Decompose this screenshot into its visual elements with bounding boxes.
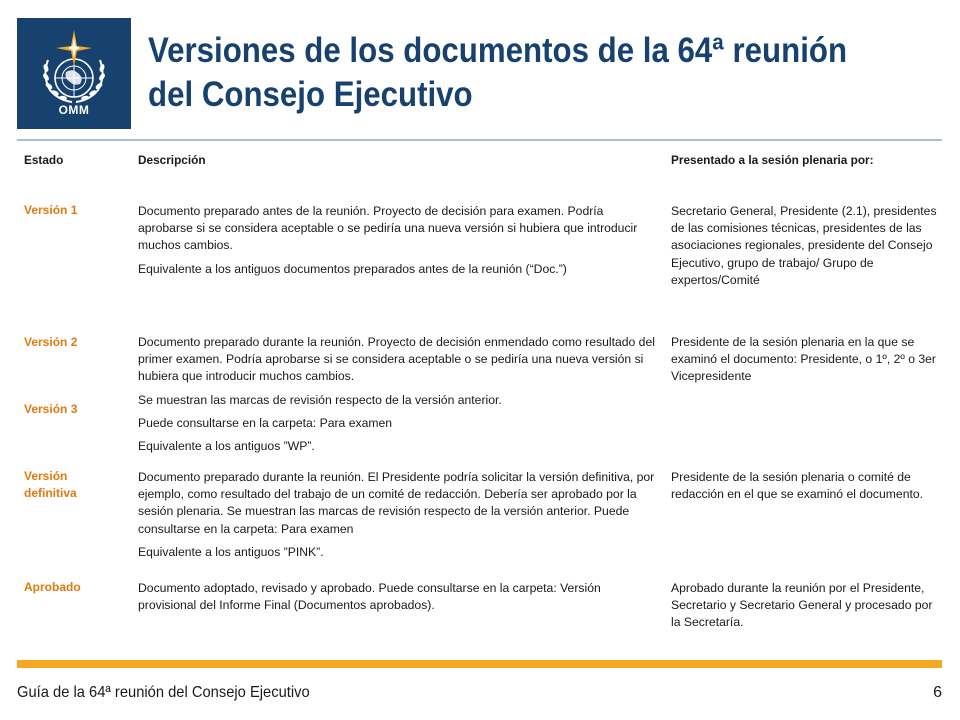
header-estado: Estado [24, 153, 64, 167]
page-number: 6 [933, 684, 942, 701]
logo-label: OMM [58, 103, 90, 117]
row-2-description [138, 334, 658, 461]
row-3-desc-para-2: Equivalente a los antiguos ”PINK”. [138, 544, 324, 559]
title-line-2: del Consejo Ejecutivo [148, 74, 473, 114]
wmo-emblem-icon [34, 28, 114, 106]
status-version-2: Versión 2 [24, 335, 78, 349]
page-title [148, 28, 852, 116]
row-1-desc-para-1: Documento preparado antes de la reunión. Proyecto de decisión para examen. Podría aprobarse si se considera aceptable o se pediría una nueva versión si hubiera que introducir muchos cambios. [138, 204, 638, 253]
header-presentado: Presentado a la sesión plenaria por: [671, 153, 874, 167]
row-4-description [138, 580, 658, 620]
row-1-presenter: Secretario General, Presidente (2.1), presidentes de las comisiones técnicas, presidentes de las asociaciones regionales, presidente del Consejo Ejecutivo, grupo de trabajo/ Grupo de expertos/Comité [671, 204, 937, 287]
row-4-desc-para-1: Documento adoptado, revisado y aprobado. Puede consultarse en la carpeta: Versión provisional del Informe Final (Documentos aprobados). [138, 581, 601, 613]
title-line-1: Versiones de los documentos de la 64ª reunión [148, 30, 848, 70]
row-4-presenter: Aprobado durante la reunión por el Presidente, Secretario y Secretario General y procesado por la Secretaría. [671, 581, 933, 630]
footer-bar [17, 660, 942, 668]
row-3-description [138, 469, 658, 567]
status-aprobado: Aprobado [24, 580, 81, 594]
status-version-1: Versión 1 [24, 203, 78, 217]
status-version-definitiva: Versión definitiva [24, 469, 77, 501]
row-3-presenter: Presidente de la sesión plenaria o comité de redacción en el que se examinó el documento. [671, 470, 924, 502]
footer-title: Guía de la 64ª reunión del Consejo Ejecutivo [17, 684, 310, 701]
row-2-desc-para-3: Puede consultarse en la carpeta: Para examen [138, 415, 393, 430]
row-1-desc-para-2: Equivalente a los antiguos documentos preparados antes de la reunión (“Doc.”) [138, 261, 567, 276]
status-version-3: Versión 3 [24, 402, 78, 416]
omm-logo [17, 18, 131, 129]
row-2-desc-para-1: Documento preparado durante la reunión. Proyecto de decisión enmendado como resultado del primer examen. Podría aprobarse si se considera aceptable o se pediría una nueva versión si hubiera que introducir muchos cambios. [138, 335, 655, 384]
row-2-desc-para-2: Se muestran las marcas de revisión respecto de la versión anterior. [138, 392, 502, 407]
row-1-description [138, 203, 658, 284]
row-2-desc-para-4: Equivalente a los antiguos ”WP”. [138, 439, 315, 454]
row-3-desc-para-1: Documento preparado durante la reunión. El Presidente podría solicitar la versión definitiva, por ejemplo, como resultado del trabajo de un comité de redacción. Debería ser aprobado por la sesión plenaria. Se muestran las marcas de revisión respecto de la versión anterior. Puede consultarse en la carpeta: Para examen [138, 470, 655, 536]
header-divider [17, 139, 942, 141]
header-descripcion: Descripción [138, 153, 206, 167]
row-2-presenter: Presidente de la sesión plenaria en la que se examinó el documento: Presidente, o 1º, 2º o 3er Vicepresidente [671, 335, 936, 384]
